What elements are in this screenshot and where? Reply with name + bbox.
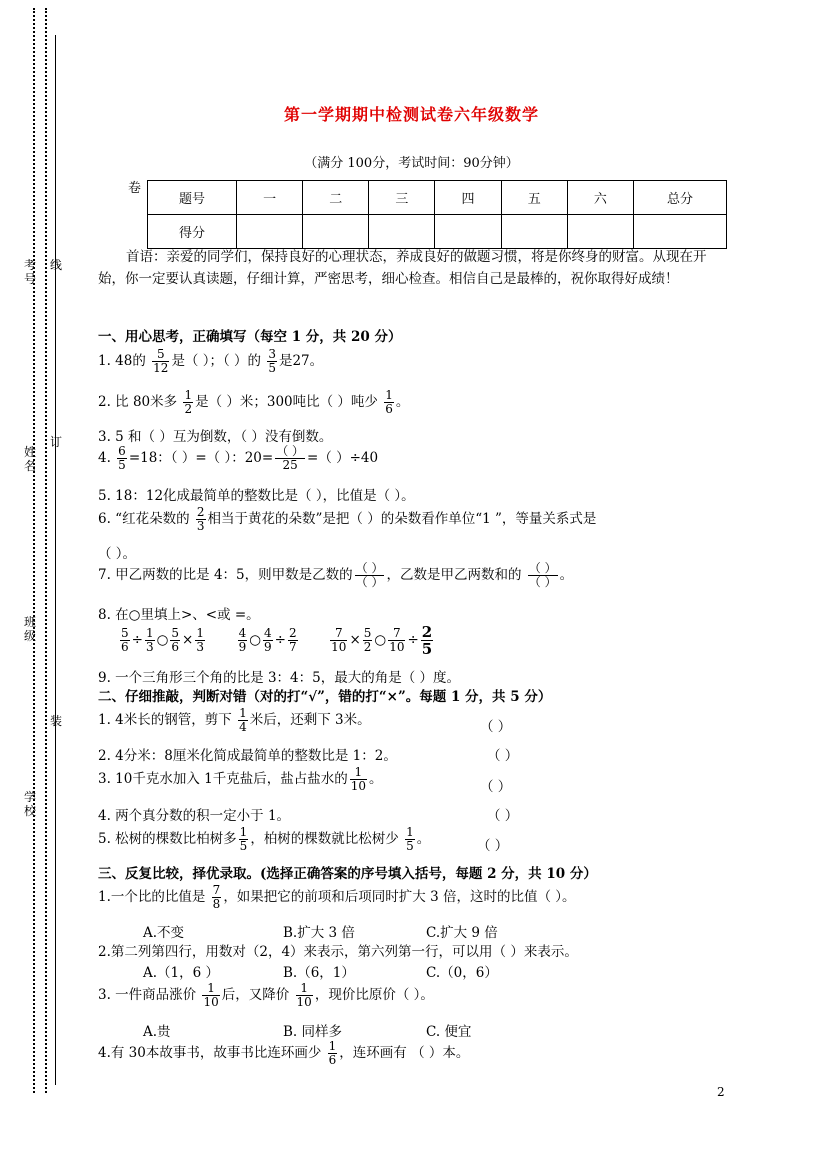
margin-label-xian: 线	[50, 258, 63, 272]
option-b[interactable]: B.（6，1）	[283, 965, 355, 981]
fraction: $\frac{1}{6}$	[385, 388, 393, 416]
page-title: 第一学期期中检测试卷六年级数学	[283, 105, 539, 124]
row-label: 得分	[148, 215, 237, 249]
option-b[interactable]: B. 同样多	[283, 1024, 343, 1040]
fraction: $\frac{2}{3}$	[196, 505, 205, 533]
section-2-heading: 二、仔细推敲，判断对错（对的打“√”，错的打“×”。每题 1 分，共 5 分）	[98, 689, 552, 705]
option-c[interactable]: C.（0，6）	[426, 965, 498, 981]
header-cell: 四	[435, 181, 501, 215]
question-3-4: 4.有 30本故事书，故事书比连环画少 $\frac{1}{6}$ ，连环画有 （ ）本。	[98, 1039, 470, 1067]
compare-circle[interactable]: ○	[249, 632, 261, 648]
fraction: $\frac{1}{6}$	[328, 1039, 337, 1067]
question-1-5: 5. 18：12化成最简单的整数比是（ ），比值是（ ）。	[98, 488, 415, 504]
question-2-3: 3. 10千克水加入 1千克盐后，盐占盐水的 $\frac{1}{10}$ 。	[98, 765, 383, 793]
fraction: $\frac{1}{2}$	[184, 388, 193, 416]
question-2-4: 4. 两个真分数的积一定小于 1。	[98, 808, 291, 824]
juan-label: 卷	[128, 181, 142, 196]
score-table-header-row	[148, 181, 727, 215]
binding-solid-line	[55, 35, 56, 1085]
fraction: $\frac{1}{5}$	[239, 825, 248, 853]
section-3-heading: 三、反复比较，择优录取。(选择正确答案的序号填入括号，每题 2 分，共 10 分）	[98, 866, 597, 882]
fraction: $\frac{3}{5}$	[268, 347, 276, 375]
expression-3: $\frac{7}{10}$ × $\frac{5}{2}$ ○ $\frac{7}{10}$ ÷ $\frac{2}{5}$	[331, 623, 433, 658]
expression-2: $\frac{4}{9}$ ○ $\frac{4}{9}$ ÷ $\frac{2}{7}$	[238, 626, 297, 654]
fraction: $\frac{6}{5}$	[118, 444, 126, 472]
exam-subtitle: （满分 100分，考试时间：90分钟）	[304, 156, 519, 171]
header-cell: 一	[237, 181, 303, 215]
question-3-1: 1.一个比的比值是 $\frac{7}{8}$ ，如果把它的前项和后项同时扩大 3 倍，这时的比值（ ）。	[98, 883, 576, 911]
expression-1: $\frac{5}{6}$ ÷ $\frac{1}{3}$ ○ $\frac{5}{6}$ × $\frac{1}{3}$	[121, 626, 204, 654]
option-c[interactable]: C.扩大 9 倍	[426, 925, 498, 941]
question-1-6-answer: （ ）。	[98, 546, 137, 562]
answer-bracket[interactable]: （ ）	[480, 719, 512, 735]
question-1-8: 8. 在○里填上>、<或 =。	[98, 607, 260, 623]
option-b[interactable]: B.扩大 3 倍	[283, 925, 355, 941]
intro-paragraph: 首语：亲爱的同学们，保持良好的心理状态，养成良好的做题习惯，将是你终身的财富。从现在开始，你一定要认真读题，仔细计算，严密思考，细心检查。相信自己是最棒的，祝你取得好成绩！	[98, 249, 707, 287]
fraction: $\frac{1}{10}$	[350, 765, 367, 793]
score-cell[interactable]	[634, 215, 727, 249]
score-table	[147, 180, 727, 249]
question-1-7: 7. 甲乙两数的比是 4：5，则甲数是乙数的 $\frac{( )}{( )}$ ，乙数是甲乙两数和的 $\frac{( )}{( )}$ 。	[98, 561, 574, 589]
section-1-heading: 一、用心思考，正确填写（每空 1 分，共 20 分）	[98, 329, 402, 345]
answer-bracket[interactable]: （ ）	[487, 748, 519, 764]
answer-bracket[interactable]: （ ）	[480, 779, 512, 795]
fraction: $\frac{1}{4}$	[239, 706, 247, 734]
question-1-4: 4. $\frac{6}{5}$ =18：（ ）=（ ）：20= $\frac{( )}{25}$ =（ ）÷40	[98, 444, 379, 472]
option-a[interactable]: A.（1，6 ）	[143, 965, 220, 981]
score-cell[interactable]	[435, 215, 501, 249]
fraction: $\frac{( )}{( )}$	[528, 561, 557, 589]
score-cell[interactable]	[237, 215, 303, 249]
margin-label-xingming: 姓名	[24, 445, 37, 473]
margin-label-kaohao: 考号	[24, 258, 37, 286]
margin-label-zhuang: 装	[50, 714, 63, 728]
header-cell: 总分	[634, 181, 727, 215]
fraction: $\frac{1}{10}$	[203, 981, 219, 1009]
compare-circle[interactable]: ○	[156, 632, 169, 648]
fraction: $\frac{1}{5}$	[406, 825, 414, 853]
score-table-score-row	[148, 215, 727, 249]
question-1-9: 9. 一个三角形三个角的比是 3：4：5，最大的角是（ ）度。	[98, 670, 461, 686]
question-1-8-expressions	[118, 624, 435, 657]
fraction: $\frac{( )}{( )}$	[355, 561, 384, 589]
question-3-2: 2.第二列第四行，用数对（2，4）来表示，第六列第一行，可以用（ ）来表示。	[98, 944, 578, 960]
option-a[interactable]: A.贵	[143, 1024, 171, 1040]
question-3-3: 3. 一件商品涨价 $\frac{1}{10}$ 后，又降价 $\frac{1}{10}$ ，现价比原价（ ）。	[98, 981, 434, 1009]
question-2-2: 2. 4分米：8厘米化简成最简单的整数比是 1：2。	[98, 748, 397, 764]
fraction: $\frac{7}{8}$	[212, 883, 221, 911]
answer-bracket[interactable]: （ ）	[487, 808, 519, 824]
header-cell: 五	[501, 181, 567, 215]
answer-bracket[interactable]: （ ）	[477, 838, 509, 854]
question-2-1: 1. 4米长的钢管，剪下 $\frac{1}{4}$ 米后，还剩下 3米。	[98, 706, 371, 734]
score-cell[interactable]	[369, 215, 435, 249]
header-cell: 六	[567, 181, 633, 215]
margin-label-banji: 班级	[24, 615, 37, 643]
option-a[interactable]: A.不变	[143, 925, 185, 941]
margin-label-ding: 订	[50, 435, 63, 449]
question-1-2: 2. 比 80米多 $\frac{1}{2}$ 是（ ）米；300吨比（ ）吨少 $\frac{1}{6}$ 。	[98, 388, 410, 416]
question-1-1: 1. 48的 $\frac{5}{12}$ 是（ ）；（ ）的 $\frac{3}{5}$ 是27。	[98, 347, 324, 375]
compare-circle[interactable]: ○	[374, 632, 387, 648]
question-1-3: 3. 5 和（ ）互为倒数，（ ）没有倒数。	[98, 429, 333, 445]
header-cell: 题号	[148, 181, 237, 215]
header-cell: 二	[303, 181, 369, 215]
fraction: $\frac{( )}{25}$	[276, 444, 305, 472]
fraction: $\frac{5}{12}$	[153, 347, 169, 375]
header-cell: 三	[369, 181, 435, 215]
option-c[interactable]: C. 便宜	[426, 1024, 472, 1040]
question-1-6: 6. “红花朵数的 $\frac{2}{3}$ 相当于黄花的朵数”是把（ ）的朵数看作单位“1 ”，等量关系式是	[98, 505, 597, 533]
fraction: $\frac{1}{10}$	[296, 981, 312, 1009]
score-cell[interactable]	[567, 215, 633, 249]
question-2-5: 5. 松树的棵数比柏树多 $\frac{1}{5}$ ，柏树的棵数就比松树少 $\frac{1}{5}$ 。	[98, 825, 431, 853]
page-number: 2	[717, 1085, 725, 1099]
margin-label-xuexiao: 学校	[24, 790, 37, 818]
score-cell[interactable]	[501, 215, 567, 249]
score-cell[interactable]	[303, 215, 369, 249]
